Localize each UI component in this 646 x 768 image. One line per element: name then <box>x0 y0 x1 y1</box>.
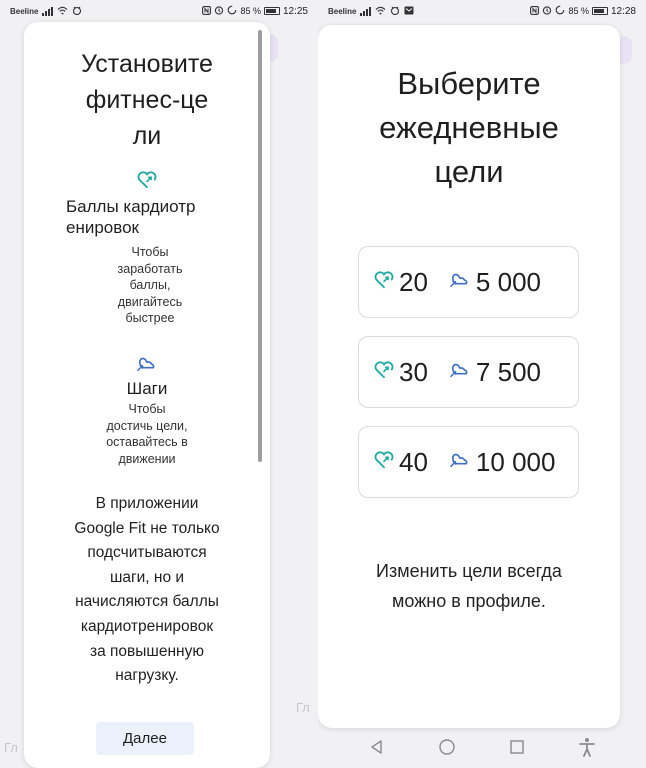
info-paragraph: В приложении Google Fit не только подсчитываются шаги, но и начисляются баллы кардиотренировок за повышенную нагрузку. <box>74 495 220 685</box>
clock: 12:28 <box>610 5 636 17</box>
cardio-description: Чтобы заработать баллы, двигайтесь быстрее <box>117 245 183 325</box>
steps-description: Чтобы достичь цели, оставайтесь в движении <box>106 402 188 466</box>
steps-value: 5 000 <box>475 266 541 297</box>
points-value: 30 <box>399 356 428 387</box>
next-button[interactable]: Далее <box>96 722 194 755</box>
data-saver-icon <box>555 5 565 17</box>
cardio-title: Баллы кардиотр енировок <box>66 197 196 237</box>
battery-percent: 85 % <box>240 6 261 16</box>
background-text-fragment: Гл <box>4 740 18 755</box>
heart-points-icon <box>24 170 270 190</box>
cardio-feature <box>24 170 270 327</box>
back-icon[interactable] <box>369 739 385 760</box>
home-icon[interactable] <box>438 738 456 761</box>
steps-title: Шаги <box>126 379 168 398</box>
profile-hint: Изменить цели всегда можно в профиле. <box>376 561 562 611</box>
notification-icon <box>390 6 400 17</box>
wifi-icon <box>375 6 386 17</box>
alarm-icon <box>214 5 224 17</box>
goal-option[interactable] <box>358 426 579 498</box>
signal-icon <box>360 7 371 16</box>
heart-points-icon <box>373 270 395 295</box>
carrier-label: Beeline <box>10 6 39 16</box>
recents-icon[interactable] <box>509 739 525 760</box>
carrier-label: Beeline <box>328 6 357 16</box>
status-bar <box>0 0 318 22</box>
signal-icon <box>42 7 53 16</box>
battery-icon <box>592 7 608 15</box>
goal-option[interactable] <box>358 336 579 408</box>
steps-icon <box>448 270 472 295</box>
alarm-icon <box>542 5 552 17</box>
points-value: 40 <box>399 446 428 477</box>
points-value: 20 <box>399 266 428 297</box>
steps-value: 10 000 <box>475 446 556 477</box>
steps-value: 7 500 <box>475 356 541 387</box>
message-icon <box>404 6 414 17</box>
nfc-icon <box>530 6 539 17</box>
battery-icon <box>264 7 280 15</box>
heart-points-icon <box>373 360 395 385</box>
notification-icon <box>72 6 82 17</box>
steps-icon <box>24 354 270 374</box>
nfc-icon <box>202 6 211 17</box>
heart-points-icon <box>373 450 395 475</box>
clock: 12:25 <box>282 5 308 17</box>
battery-percent: 85 % <box>568 6 589 16</box>
steps-feature <box>24 354 270 467</box>
accessibility-icon[interactable] <box>578 737 596 762</box>
page-title: Выберите ежедневные цели <box>379 66 559 189</box>
navigation-bar <box>318 730 646 768</box>
steps-icon <box>448 450 472 475</box>
steps-icon <box>448 360 472 385</box>
status-bar <box>318 0 646 22</box>
left-screenshot <box>0 0 318 768</box>
wifi-icon <box>57 6 68 17</box>
background-text-fragment: Гл <box>296 700 310 715</box>
right-screenshot <box>318 0 646 768</box>
data-saver-icon <box>227 5 237 17</box>
goal-option[interactable] <box>358 246 579 318</box>
page-title: Установите фитнес-це ли <box>81 50 213 150</box>
